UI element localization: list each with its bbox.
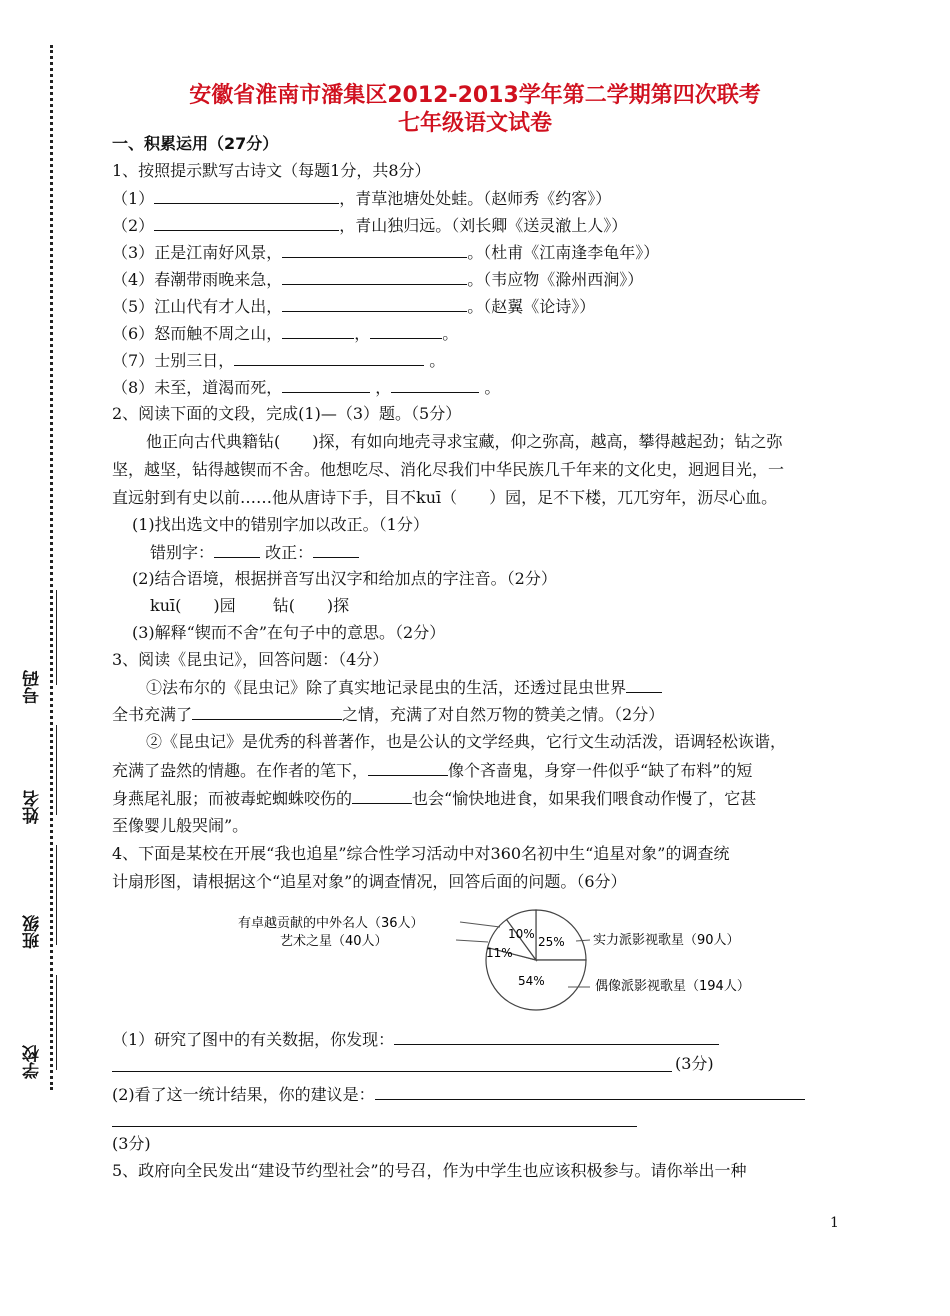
answer-blank[interactable] (394, 1028, 719, 1045)
q2-sub1-answer: 错别字： 改正： (150, 541, 359, 564)
page-number: 1 (830, 1215, 839, 1231)
answer-blank[interactable] (154, 214, 339, 231)
q2-sub2-answer: kuī( )园 钻( )探 (150, 596, 350, 615)
q4-stem: 4、下面是某校在开展“我也追星”综合性学习活动中对360名初中生“追星对象”的调查统 (112, 844, 730, 863)
pie-label-idol: 偶像派影视歌星（194人） (595, 979, 750, 994)
q4-sub2: (2)看了这一统计结果，你的建议是： (112, 1083, 805, 1106)
q1-item: （5）江山代有才人出， 。（赵翼《论诗》） (112, 297, 596, 316)
q3-p1: ①法布尔的《昆虫记》除了真实地记录昆虫的生活，还透过昆虫世界 (146, 676, 662, 699)
answer-blank[interactable] (234, 349, 424, 366)
school-line (56, 975, 57, 1070)
section-heading: 一、积累运用（27分） (112, 134, 279, 153)
pie-label-strength: 实力派影视歌星（90人） (593, 933, 740, 948)
q4-stem-cont: 计扇形图，请根据这个“追星对象”的调查情况，回答后面的问题。（6分） (112, 872, 627, 891)
q1-item: （4）春潮带雨晚来急， 。（韦应物《滁州西涧》） (112, 270, 644, 289)
pct-label-art: 11% (486, 946, 513, 960)
answer-blank[interactable] (282, 322, 354, 339)
answer-blank[interactable] (352, 787, 412, 804)
q3-p2: ②《昆虫记》是优秀的科普著作，也是公认的文学经典，它行文生动活泼，语调轻松诙谐， (146, 732, 787, 751)
pct-label-idol: 54% (518, 974, 545, 988)
answer-line[interactable] (112, 1126, 637, 1127)
pie-label-famous: 有卓越贡献的中外名人（36人） (238, 916, 424, 931)
q4-sub1: （1）研究了图中的有关数据，你发现： (112, 1028, 719, 1051)
pct-label-famous: 10% (508, 927, 535, 941)
student-info-sidebar (20, 590, 50, 1110)
answer-blank[interactable] (282, 268, 467, 285)
q1-item: （3）正是江南好风景， 。（杜甫《江南逢李龟年》） (112, 243, 660, 262)
q1-item: （8）未至，道渴而死， ， 。 (112, 378, 501, 397)
q3-p1-cont: 全书充满了 之情，充满了对自然万物的赞美之情。（2分） (112, 705, 665, 724)
answer-line[interactable] (112, 1071, 672, 1072)
label-number: 号码 (23, 670, 43, 704)
exam-title: 安徽省淮南市潘集区2012-2013学年第二学期第四次联考 (189, 83, 761, 108)
q4-sub1-score: (3分) (675, 1054, 714, 1073)
answer-blank[interactable] (282, 241, 467, 258)
q2-stem: 2、阅读下面的文段，完成(1)—（3）题。（5分） (112, 404, 462, 423)
q1-item: （2） ，青山独归远。（刘长卿《送灵澈上人》） (112, 216, 628, 235)
binding-dotted-line (50, 45, 53, 1090)
number-line (56, 590, 57, 685)
pie-label-art: 艺术之星（40人） (280, 934, 388, 949)
pie-slices (486, 910, 586, 1010)
q1-item: （6）怒而触不周之山， ， 。 (112, 324, 459, 343)
q2-sub2: (2)结合语境，根据拼音写出汉字和给加点的字注音。（2分） (132, 569, 557, 588)
q2-sub3: (3)解释“锲而不舍”在句子中的意思。（2分） (132, 623, 446, 642)
class-line (56, 845, 57, 945)
pie-chart (238, 905, 778, 1015)
answer-blank[interactable] (375, 1083, 805, 1100)
q2-passage-line: 他正向古代典籍钻( )探，有如向地壳寻求宝藏，仰之弥高，越高，攀得越起劲；钻之弥 (146, 432, 783, 451)
q2-passage-line: 直远射到有史以前……他从唐诗下手，目不kuī（ ）园，足不下楼，兀兀穷年，沥尽心血。 (112, 488, 778, 507)
answer-blank[interactable] (214, 541, 260, 558)
q3-p2-cont: 身燕尾礼服；而被毒蛇蜘蛛咬伤的 也会“愉快地进食，如果我们喂食动作慢了，它甚 (112, 789, 757, 808)
pct-label-strength: 25% (538, 935, 565, 949)
answer-blank[interactable] (626, 676, 662, 693)
label-class: 班级 (23, 915, 43, 949)
label-name: 姓名 (23, 790, 43, 824)
q3-p2-end: 至像婴儿般哭闹”。 (112, 816, 249, 835)
q2-passage-line: 坚，越坚，钻得越锲而不舍。他想吃尽、消化尽我们中华民族几千年来的文化史，迥迥目光，一 (112, 460, 785, 479)
answer-blank[interactable] (370, 322, 442, 339)
q3-p2-cont: 充满了盎然的情趣。在作者的笔下， 像个吝啬鬼，身穿一件似乎“缺了布料”的短 (112, 761, 753, 780)
q1-item: （1） ，青草池塘处处蛙。（赵师秀《约客》） (112, 189, 612, 208)
answer-blank[interactable] (192, 703, 342, 720)
answer-blank[interactable] (368, 759, 448, 776)
q2-sub1: (1)找出选文中的错别字加以改正。（1分） (132, 515, 429, 534)
q5-stem: 5、政府向全民发出“建设节约型社会”的号召，作为中学生也应该积极参与。请你举出一种 (112, 1161, 747, 1180)
answer-blank[interactable] (154, 187, 339, 204)
q1-item: （7）士别三日， 。 (112, 351, 446, 370)
exam-subtitle: 七年级语文试卷 (397, 111, 552, 136)
q4-sub2-score: (3分) (112, 1134, 151, 1153)
answer-blank[interactable] (282, 295, 467, 312)
answer-blank[interactable] (391, 376, 479, 393)
name-line (56, 725, 57, 815)
leader-line (456, 940, 488, 942)
answer-blank[interactable] (282, 376, 370, 393)
answer-blank[interactable] (313, 541, 359, 558)
q3-stem: 3、阅读《昆虫记》，回答问题：（4分） (112, 650, 389, 669)
label-school: 学校 (23, 1045, 43, 1079)
leader-line (460, 922, 500, 927)
q1-stem: 1、按照提示默写古诗文（每题1分，共8分） (112, 161, 431, 180)
